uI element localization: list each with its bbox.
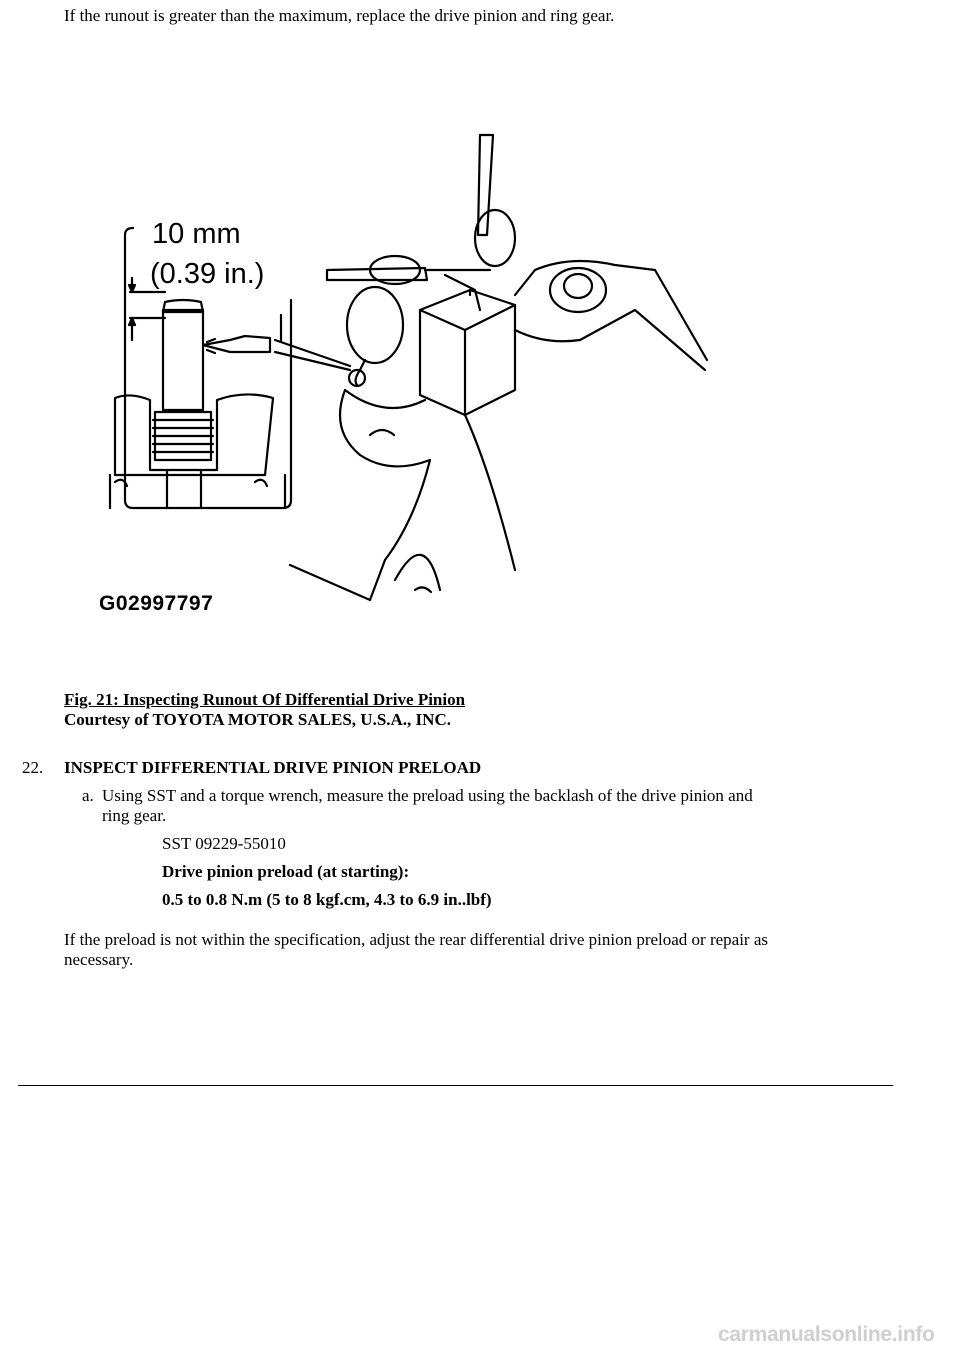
note-line-1: If the preload is not within the specification, adjust the rear differential drive pinion preload or repair as bbox=[64, 930, 768, 949]
dimension-mm-label: 10 mm bbox=[152, 218, 241, 250]
figure-code: G02997797 bbox=[99, 592, 214, 615]
substep-line-2: ring gear. bbox=[102, 806, 167, 825]
intro-text: If the runout is greater than the maximum, replace the drive pinion and ring gear. bbox=[64, 6, 615, 25]
note-line-2: necessary. bbox=[64, 950, 134, 969]
step-title: INSPECT DIFFERENTIAL DRIVE PINION PRELOAD bbox=[64, 758, 482, 777]
watermark: carmanualsonline.info bbox=[718, 1323, 935, 1346]
substep-label: a. bbox=[82, 786, 94, 805]
spec-value: 0.5 to 0.8 N.m (5 to 8 kgf.cm, 4.3 to 6.9 in..lbf) bbox=[162, 890, 492, 909]
sst-number: SST 09229-55010 bbox=[162, 834, 286, 853]
substep-line-1: Using SST and a torque wrench, measure the preload using the backlash of the drive pinion and bbox=[102, 786, 753, 805]
footer-rule bbox=[18, 1085, 893, 1086]
dimension-inch-label: (0.39 in.) bbox=[150, 258, 265, 290]
figure-caption-title: Fig. 21: Inspecting Runout Of Differential Drive Pinion bbox=[64, 690, 466, 709]
step-number: 22. bbox=[22, 758, 44, 777]
figure-caption-courtesy: Courtesy of TOYOTA MOTOR SALES, U.S.A., INC. bbox=[64, 710, 451, 729]
runout-illustration bbox=[95, 130, 735, 620]
spec-label: Drive pinion preload (at starting): bbox=[162, 862, 410, 881]
